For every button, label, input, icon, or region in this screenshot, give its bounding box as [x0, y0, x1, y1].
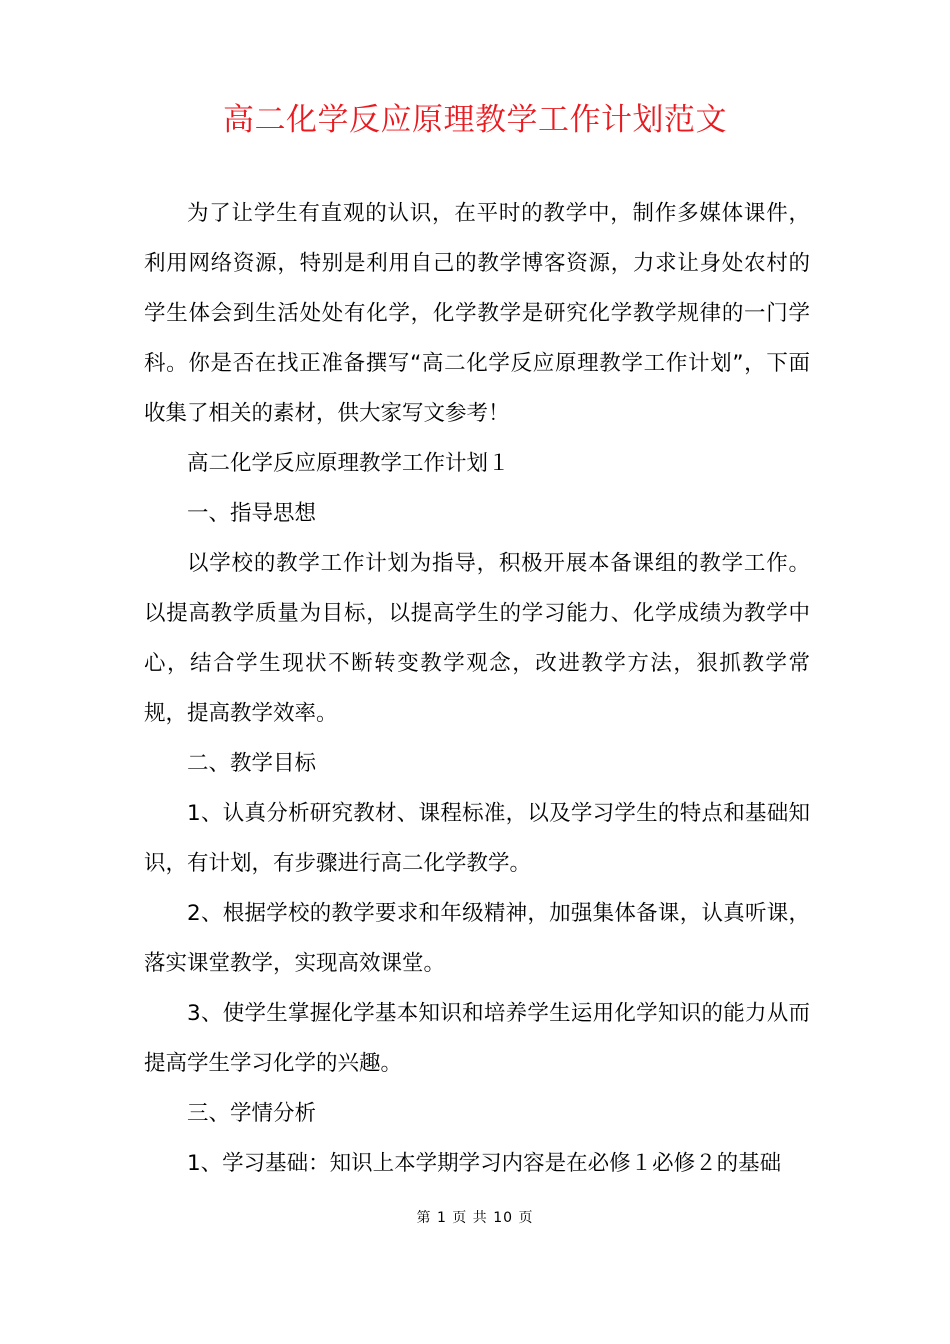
paragraph-goal-1: 1、认真分析研究教材、课程标准，以及学习学生的特点和基础知识，有计划，有步骤进行高二化学教学。 — [144, 801, 810, 876]
paragraph-intro: 为了让学生有直观的认识，在平时的教学中，制作多媒体课件，利用网络资源，特别是利用自己的教学博客资源，力求让身处农村的学生体会到生活处处有化学，化学教学是研究化学教学规律的一门学科。你是否在找正准备撰写“高二化学反应原理教学工作计划”，下面收集了相关的素材，供大家写文参考！ — [144, 201, 810, 426]
section-heading-guiding-ideology: 一、指导思想 — [187, 501, 317, 526]
section-heading-plan-1: 高二化学反应原理教学工作计划１ — [187, 451, 510, 476]
paragraph-learning-foundation: 1、学习基础：知识上本学期学习内容是在必修１必修２的基础 — [187, 1151, 782, 1176]
document-body — [144, 189, 810, 1189]
section-heading-student-analysis: 三、学情分析 — [187, 1101, 317, 1126]
page-number-footer: 第 1 页 共 10 页 — [416, 1210, 534, 1226]
paragraph-goal-3: 3、使学生掌握化学基本知识和培养学生运用化学知识的能力从而提高学生学习化学的兴趣。 — [144, 1001, 810, 1076]
paragraph-guiding-ideology: 以学校的教学工作计划为指导，积极开展本备课组的教学工作。以提高教学质量为目标，以提高学生的学习能力、化学成绩为教学中心，结合学生现状不断转变教学观念，改进教学方法，狠抓教学常规，提高教学效率。 — [144, 551, 810, 726]
paragraph-goal-2: 2、根据学校的教学要求和年级精神，加强集体备课，认真听课，落实课堂教学，实现高效课堂。 — [144, 901, 810, 976]
section-heading-teaching-goals: 二、教学目标 — [187, 751, 317, 776]
document-title: 高二化学反应原理教学工作计划范文 — [223, 102, 727, 138]
